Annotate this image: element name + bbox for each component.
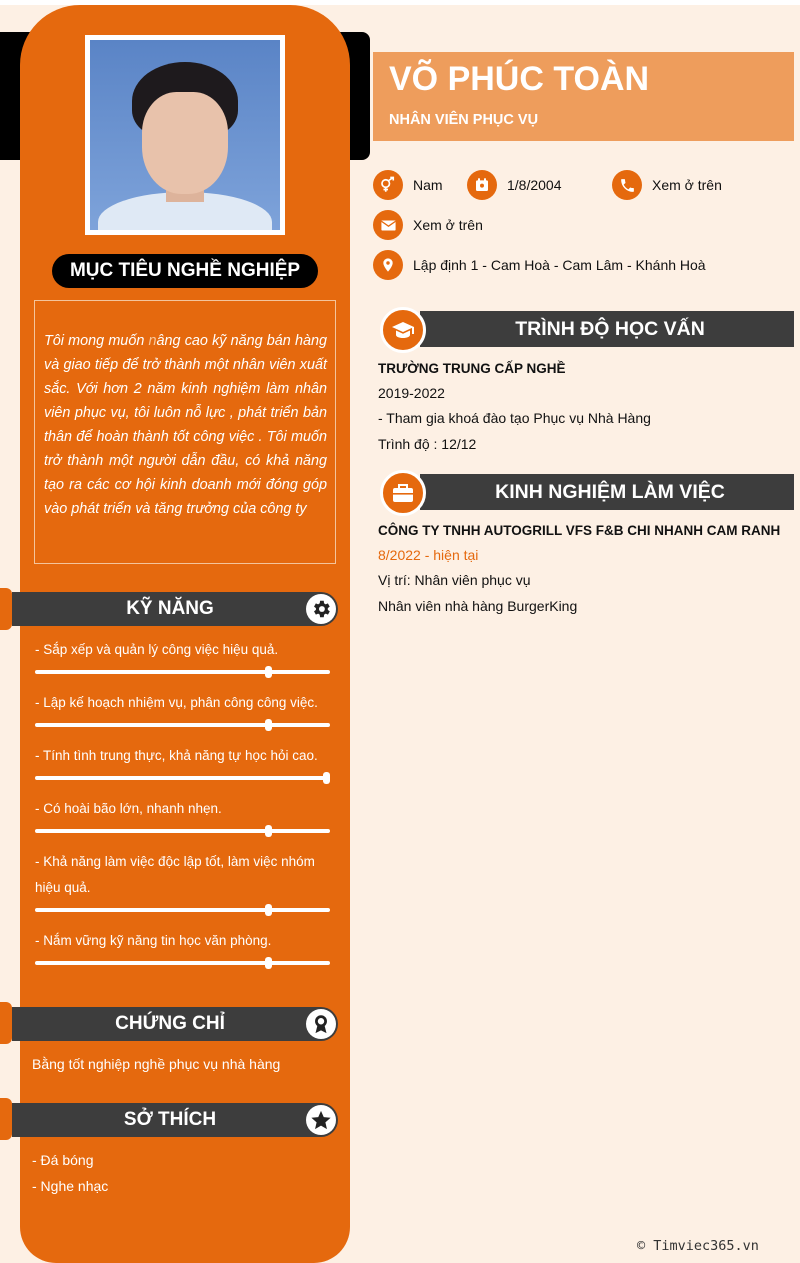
experience-company: CÔNG TY TNHH AUTOGRILL VFS F&B CHI NHANH CAM RANH bbox=[378, 523, 781, 538]
skill-item bbox=[35, 637, 330, 663]
calendar-icon bbox=[467, 170, 497, 200]
skill-knob bbox=[265, 719, 272, 731]
section-tab bbox=[0, 1002, 12, 1044]
skill-label: - Sắp xếp và quản lý công việc hiệu quả. bbox=[35, 642, 279, 657]
gender-value: Nam bbox=[413, 177, 443, 193]
skill-bar bbox=[35, 776, 330, 780]
objective-title: MỤC TIÊU NGHỀ NGHIỆP bbox=[52, 254, 318, 288]
certificates-title: CHỨNG CHỈ bbox=[115, 1013, 225, 1034]
skills-header bbox=[12, 592, 338, 626]
skill-knob bbox=[265, 666, 272, 678]
candidate-name: VÕ PHÚC TOÀN bbox=[389, 60, 650, 98]
candidate-role: NHÂN VIÊN PHỤC VỤ bbox=[389, 112, 539, 128]
skill-knob bbox=[323, 772, 330, 784]
gender-icon bbox=[373, 170, 403, 200]
education-level: Trình độ : 12/12 bbox=[378, 436, 477, 452]
experience-period: 8/2022 - hiện tại bbox=[378, 547, 479, 563]
experience-position: Vị trí: Nhân viên phục vụ bbox=[378, 572, 531, 588]
hobby-item: - Đá bóng bbox=[32, 1152, 94, 1168]
email-info bbox=[373, 210, 483, 240]
skill-bar bbox=[35, 723, 330, 727]
skill-bar bbox=[35, 829, 330, 833]
skill-bar bbox=[35, 670, 330, 674]
skill-label: - Có hoài bão lớn, nhanh nhẹn. bbox=[35, 801, 222, 816]
skill-bar bbox=[35, 908, 330, 912]
address-info bbox=[373, 250, 706, 280]
skill-label: - Tính tình trung thực, khả năng tự học hỏi cao. bbox=[35, 748, 318, 763]
gear-icon bbox=[306, 594, 336, 624]
skill-knob bbox=[265, 957, 272, 969]
certificates-header bbox=[12, 1007, 338, 1041]
section-tab bbox=[0, 588, 12, 630]
graduation-cap-icon bbox=[380, 307, 426, 353]
education-detail: - Tham gia khoá đào tạo Phục vụ Nhà Hàng bbox=[378, 410, 651, 426]
footer-watermark: © Timviec365.vn bbox=[637, 1238, 759, 1254]
skill-label: - Khả năng làm việc độc lập tốt, làm việc nhóm hiệu quả. bbox=[35, 854, 315, 895]
skill-item bbox=[35, 743, 330, 769]
star-icon bbox=[306, 1105, 336, 1135]
award-icon bbox=[306, 1009, 336, 1039]
education-title: TRÌNH ĐỘ HỌC VẤN bbox=[515, 318, 705, 340]
certificate-item: Bằng tốt nghiệp nghề phục vụ nhà hàng bbox=[32, 1056, 281, 1072]
gender-info bbox=[373, 170, 443, 200]
experience-title: KINH NGHIỆM LÀM VIỆC bbox=[495, 481, 725, 503]
skill-knob bbox=[265, 904, 272, 916]
objective-text: Tôi mong muốn nâng cao kỹ năng bán hàng và giao tiếp để trở thành một nhân viên xuất sắc. Với hơn 2 năm kinh nghiệm làm nhân viên phục vụ, tôi luôn nỗ lực , phát triển bản thân để hoàn thành tốt công việc . Tôi muốn trở thành một người dẫn đầu, có khả năng tạo ra các cơ hội kinh doanh mới đóng góp vào phát triển và tăng trưởng của công ty bbox=[34, 300, 336, 564]
avatar-image bbox=[90, 40, 280, 230]
location-icon bbox=[373, 250, 403, 280]
dob-value: 1/8/2004 bbox=[507, 177, 562, 193]
phone-info bbox=[612, 170, 722, 200]
experience-header bbox=[380, 470, 794, 516]
hobbies-header bbox=[12, 1103, 338, 1137]
skills-title: KỸ NĂNG bbox=[126, 598, 214, 619]
section-tab bbox=[0, 1098, 12, 1140]
skill-label: - Nắm vững kỹ năng tin học văn phòng. bbox=[35, 933, 272, 948]
email-value: Xem ở trên bbox=[413, 217, 483, 233]
education-period: 2019-2022 bbox=[378, 385, 445, 401]
address-value: Lập định 1 - Cam Hoà - Cam Lâm - Khánh Hoà bbox=[413, 257, 706, 273]
education-header bbox=[380, 307, 794, 353]
skill-item bbox=[35, 690, 330, 716]
briefcase-icon bbox=[380, 470, 426, 516]
skill-knob bbox=[265, 825, 272, 837]
skill-item bbox=[35, 928, 330, 954]
mail-icon bbox=[373, 210, 403, 240]
hobby-item: - Nghe nhạc bbox=[32, 1178, 109, 1194]
phone-value: Xem ở trên bbox=[652, 177, 722, 193]
skill-bar bbox=[35, 961, 330, 965]
hobbies-title: SỞ THÍCH bbox=[123, 1109, 217, 1130]
name-header bbox=[373, 52, 794, 141]
skill-item bbox=[35, 849, 330, 901]
avatar bbox=[85, 35, 285, 235]
experience-description: Nhân viên nhà hàng BurgerKing bbox=[378, 598, 578, 614]
dob-info bbox=[467, 170, 562, 200]
skill-item bbox=[35, 796, 330, 822]
education-school: TRƯỜNG TRUNG CẤP NGHỀ bbox=[378, 361, 566, 376]
skill-label: - Lập kế hoạch nhiệm vụ, phân công công việc. bbox=[35, 695, 318, 710]
phone-icon bbox=[612, 170, 642, 200]
